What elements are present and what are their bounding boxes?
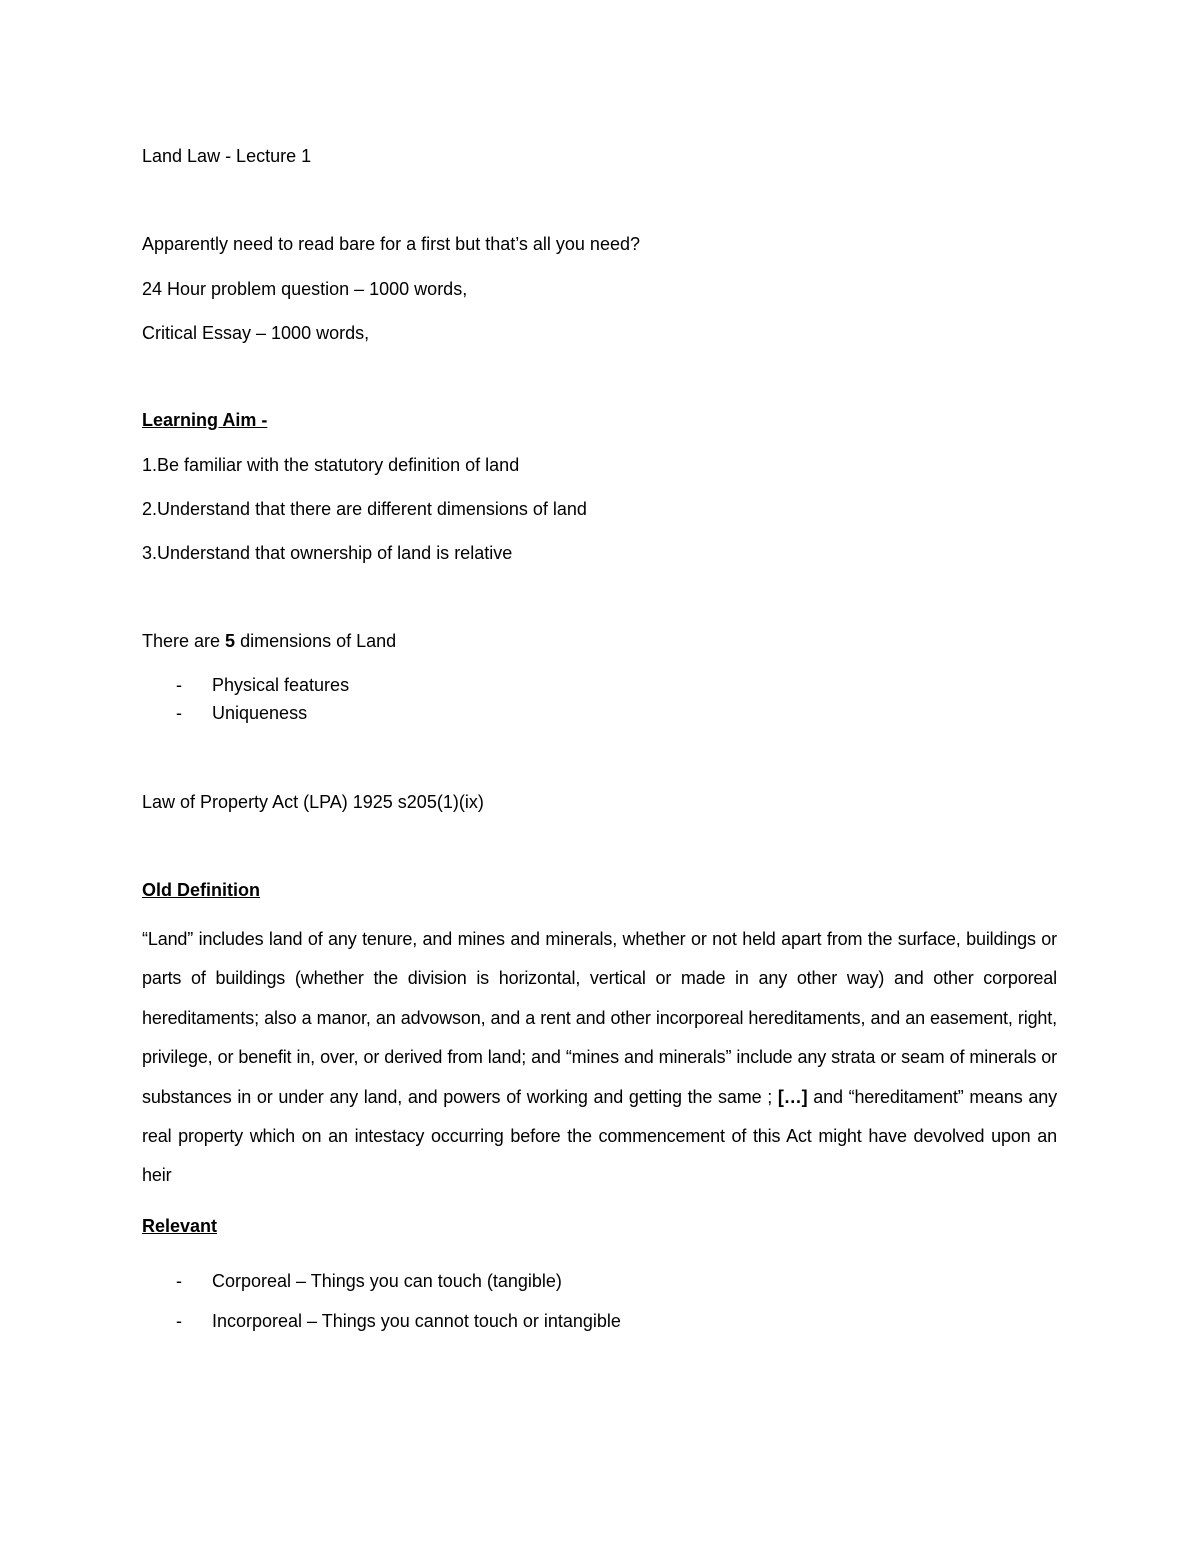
- learning-aim-item-3: 3.Understand that ownership of land is relative: [142, 543, 513, 563]
- list-dash: -: [176, 675, 182, 695]
- list-dash: -: [176, 1311, 182, 1331]
- document-title: Land Law - Lecture 1: [142, 146, 312, 166]
- learning-aim-item-2: 2.Understand that there are different dimensions of land: [142, 499, 587, 519]
- relevant-item-1: Corporeal – Things you can touch (tangible): [212, 1271, 562, 1291]
- learning-aim-item-1: 1.Be familiar with the statutory definition of land: [142, 455, 520, 475]
- relevant-item-2: Incorporeal – Things you cannot touch or intangible: [212, 1311, 621, 1331]
- old-definition-omission: […]: [777, 1086, 808, 1107]
- dimensions-item-1: Physical features: [212, 675, 350, 695]
- dimensions-lead-after: dimensions of Land: [235, 631, 397, 651]
- list-dash: -: [176, 703, 182, 723]
- old-definition-paragraph: [142, 920, 1057, 1196]
- dimensions-item-2: Uniqueness: [212, 703, 308, 723]
- relevant-heading: Relevant: [142, 1216, 218, 1236]
- learning-aim-heading: Learning Aim -: [142, 410, 268, 430]
- old-definition-heading: Old Definition: [142, 880, 260, 900]
- old-definition-text-after: and “hereditament” means any real property which on an intestacy occurring before the commencement of this Act might have devolved upon an heir: [142, 1086, 1057, 1186]
- dimensions-count: 5: [225, 631, 236, 651]
- statute-reference: Law of Property Act (LPA) 1925 s205(1)(ix): [142, 792, 484, 812]
- intro-line-3: Critical Essay – 1000 words,: [142, 323, 370, 343]
- list-dash: -: [176, 1271, 182, 1291]
- intro-line-2: 24 Hour problem question – 1000 words,: [142, 279, 468, 299]
- dimensions-lead: [142, 630, 396, 652]
- old-definition-text-before: “Land” includes land of any tenure, and mines and minerals, whether or not held apart from the surface, buildings or parts of buildings (whether the division is horizontal, vertical or made in any other way) and other corporeal hereditaments; also a manor, an advowson, and a rent and other incorporeal hereditaments, and an easement, right, privilege, or benefit in, over, or derived from land; and “mines and minerals” include any strata or seam of minerals or substances in or under any land, and powers of working and getting the same ;: [142, 929, 1057, 1107]
- intro-line-1: Apparently need to read bare for a first but that’s all you need?: [142, 234, 640, 254]
- dimensions-lead-before: There are: [142, 631, 226, 651]
